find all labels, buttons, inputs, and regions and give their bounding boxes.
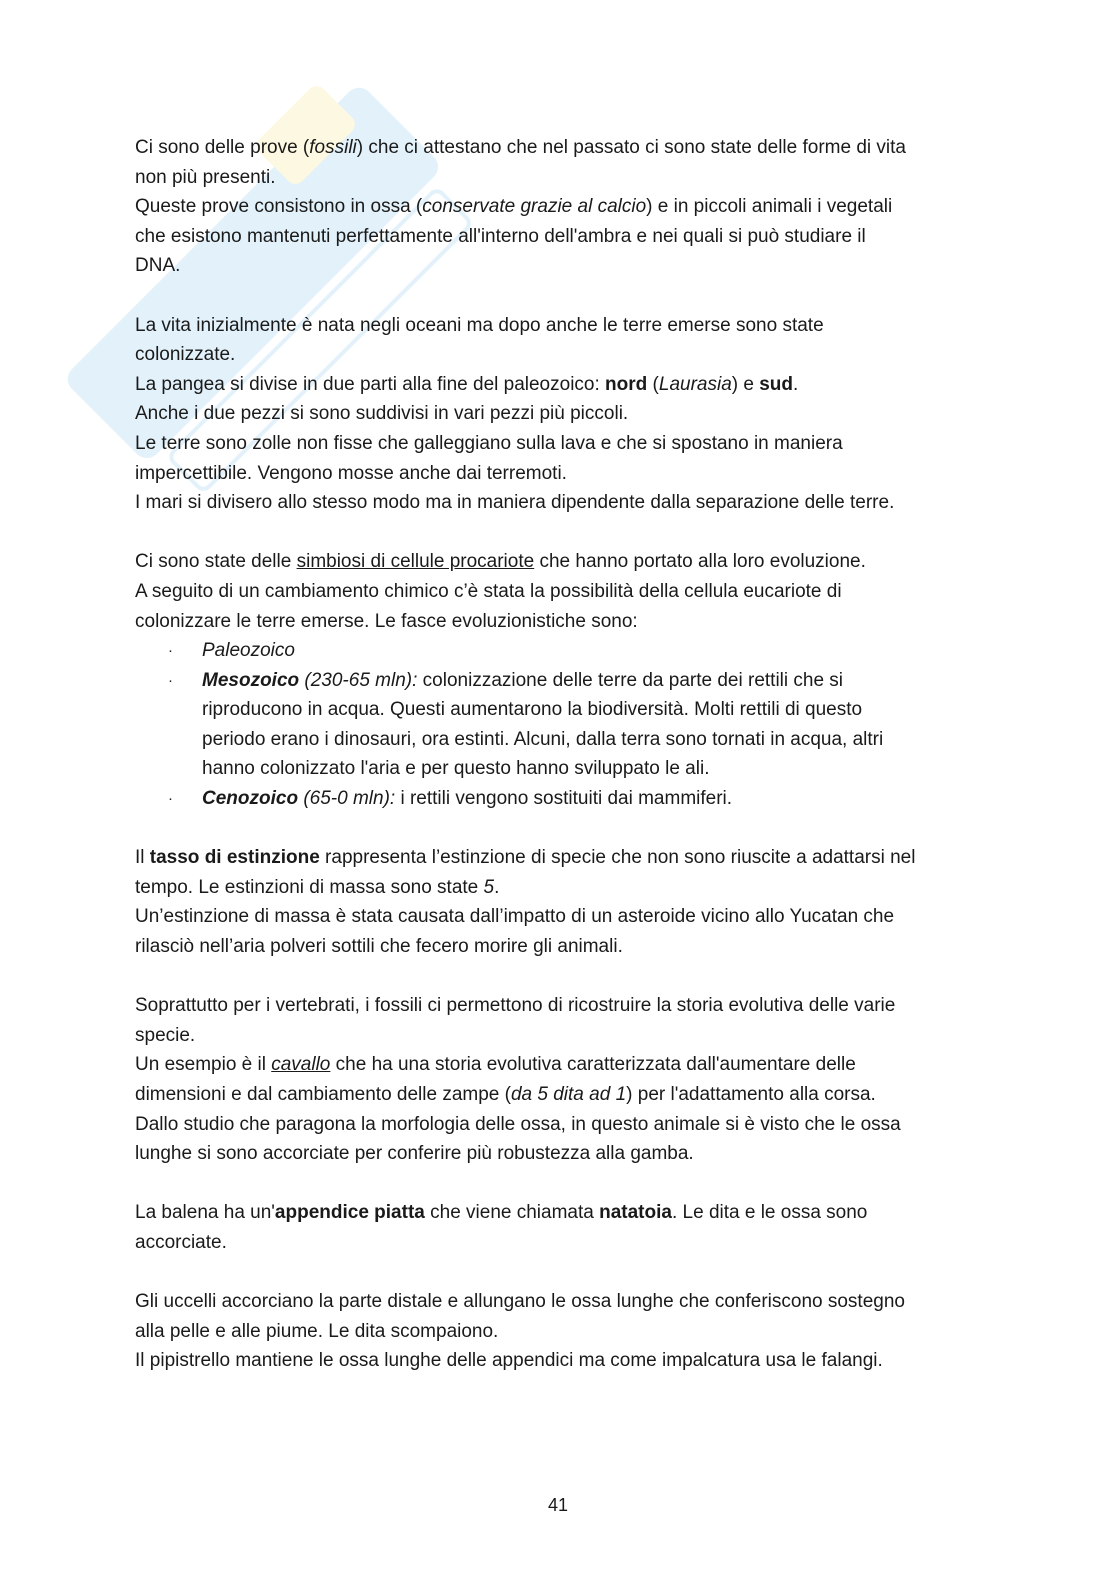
text-line [135,1346,985,1376]
formatted-text: conservate grazie al calcio [422,196,647,218]
text-line [135,1228,985,1258]
text-line [135,932,985,962]
text-run: tempo. Le estinzioni di massa sono state [135,876,484,898]
text-run: DNA. [135,255,181,277]
text-run: hanno colonizzato l'aria e per questo hanno sviluppato le ali. [202,758,710,780]
text-run: che hanno portato alla loro evoluzione. [534,551,866,573]
text-line [135,429,985,459]
text-run: colonizzate. [135,344,236,366]
formatted-text: Paleozoico [202,640,295,662]
text-line [135,488,985,518]
text-line [135,311,985,341]
text-run: Un’estinzione di massa è stata causata dall’impatto di un asteroide vicino allo Yucatan che [135,906,895,928]
document-body [135,133,985,1406]
formatted-text: (65-0 mln): [298,788,396,810]
text-line [135,1080,985,1110]
text-line [135,902,985,932]
text-run: La vita inizialmente è nata negli oceani ma dopo anche le terre emerse sono state [135,314,824,336]
paragraph [135,311,985,518]
bullet-list [135,636,985,814]
list-item [135,666,985,784]
text-run: ) che ci attestano che nel passato ci sono state delle forme di vita [356,137,906,158]
formatted-text: simbiosi di cellule procariote [296,551,535,573]
formatted-text: da 5 dita ad 1 [510,1084,627,1105]
text-run: Le terre sono zolle non fisse che galleggiano sulla lava e che si spostano in maniera [135,432,843,454]
text-run: non più presenti. [135,166,276,188]
text-line [135,1287,985,1317]
formatted-text: nord [605,373,648,395]
text-line [135,1139,985,1169]
list-item [135,636,985,666]
bullet-icon: · [168,671,173,689]
text-run: Anche i due pezzi si sono suddivisi in vari pezzi più piccoli. [135,403,629,425]
text-line [135,340,985,370]
text-run: colonizzazione delle terre da parte dei rettili che si [417,669,844,691]
text-line [135,1050,985,1080]
text-run: accorciate. [135,1231,227,1253]
text-line [135,991,985,1021]
text-run: colonizzare le terre emerse. Le fasce evoluzionistiche sono: [135,610,638,632]
text-run: Queste prove consistono in ossa ( [135,196,423,218]
text-run: Ci sono state delle [135,551,297,573]
text-run: ( [647,373,659,395]
text-run: dimensioni e dal cambiamento delle zampe ( [135,1084,511,1105]
text-run: ) per l'adattamento alla corsa. [626,1084,876,1105]
formatted-text: fossili [309,137,357,158]
text-run: Ci sono delle prove ( [135,137,310,158]
text-line [135,222,985,252]
list-item [135,784,985,814]
text-run: rilasciò nell’aria polveri sottili che fecero morire gli animali. [135,936,623,958]
text-line [135,370,985,400]
text-run: che ha una storia evolutiva caratterizzata dall'aumentare delle [330,1054,856,1076]
formatted-text: sud [759,373,793,395]
paragraph [135,843,985,961]
text-run: impercettibile. Vengono mosse anche dai terremoti. [135,462,567,484]
text-run: ) e [731,373,760,395]
text-line [135,607,985,637]
paragraph [135,1287,985,1376]
text-line [135,1021,985,1051]
text-run: Un esempio è il [135,1054,272,1076]
text-line [135,1198,985,1228]
formatted-text: natatoia [599,1202,672,1224]
paragraph [135,547,985,813]
formatted-text: (230-65 mln): [299,669,418,691]
text-line [135,251,985,281]
text-line [135,547,985,577]
text-run: La pangea si divise in due parti alla fine del paleozoico: [135,373,606,395]
text-line [135,843,985,873]
text-run: che viene chiamata [424,1202,600,1224]
formatted-text: 5 [483,876,495,898]
text-line [202,666,985,696]
text-run: Il pipistrello mantiene le ossa lunghe delle appendici ma come impalcatura usa le falangi. [135,1350,883,1372]
text-run: i rettili vengono sostituiti dai mammiferi. [395,788,733,810]
text-line [202,695,985,725]
text-line [202,784,985,814]
text-run: che esistono mantenuti perfettamente all'interno dell'ambra e nei quali si può studiare il [135,225,866,247]
text-line [202,725,985,755]
text-run: . [793,373,799,395]
text-line [135,399,985,429]
formatted-text: Laurasia [658,373,732,395]
text-line [135,1110,985,1140]
paragraph [135,133,985,281]
text-run: La balena ha un' [135,1202,275,1224]
text-line [135,192,985,222]
text-line [135,133,985,163]
text-line [202,636,985,666]
text-run: lunghe si sono accorciate per conferire più robustezza alla gamba. [135,1143,694,1165]
paragraph [135,1198,985,1257]
text-run: A seguito di un cambiamento chimico c’è stata la possibilità della cellula eucariote di [135,580,842,602]
formatted-text: cavallo [271,1054,331,1076]
text-run: I mari si divisero allo stesso modo ma in maniera dipendente dalla separazione delle terre. [135,492,895,514]
bullet-icon: · [168,790,173,808]
text-run: ) e in piccoli animali i vegetali [646,196,893,218]
text-line [135,1317,985,1347]
text-run: Soprattutto per i vertebrati, i fossili ci permettono di ricostruire la storia evolutiva delle varie [135,995,896,1017]
text-run: rappresenta l’estinzione di specie che non sono riuscite a adattarsi nel [319,847,916,869]
text-run: Dallo studio che paragona la morfologia delle ossa, in questo animale si è visto che le ossa [135,1113,901,1135]
text-line [135,577,985,607]
text-run: specie. [135,1024,196,1046]
formatted-text: Cenozoico [202,788,299,810]
formatted-text: tasso di estinzione [149,847,320,869]
text-line [202,754,985,784]
formatted-text: Mesozoico [202,669,300,691]
text-run: . Le dita e le ossa sono [671,1202,868,1224]
text-line [135,459,985,489]
bullet-icon: · [168,642,173,660]
formatted-text: appendice piatta [274,1202,425,1224]
text-run: riproducono in acqua. Questi aumentarono la biodiversità. Molti rettili di questo [202,699,863,721]
page-number: 41 [547,1495,569,1515]
text-run: Il [135,847,150,869]
text-run: alla pelle e alle piume. Le dita scompaiono. [135,1320,499,1342]
paragraph [135,991,985,1169]
text-run: periodo erano i dinosauri, ora estinti. Alcuni, dalla terra sono tornati in acqua, altri [202,728,884,750]
text-run: Gli uccelli accorciano la parte distale e allungano le ossa lunghe che conferiscono sostegno [135,1291,905,1313]
text-run: . [494,876,500,898]
text-line [135,163,985,193]
text-line [135,873,985,903]
